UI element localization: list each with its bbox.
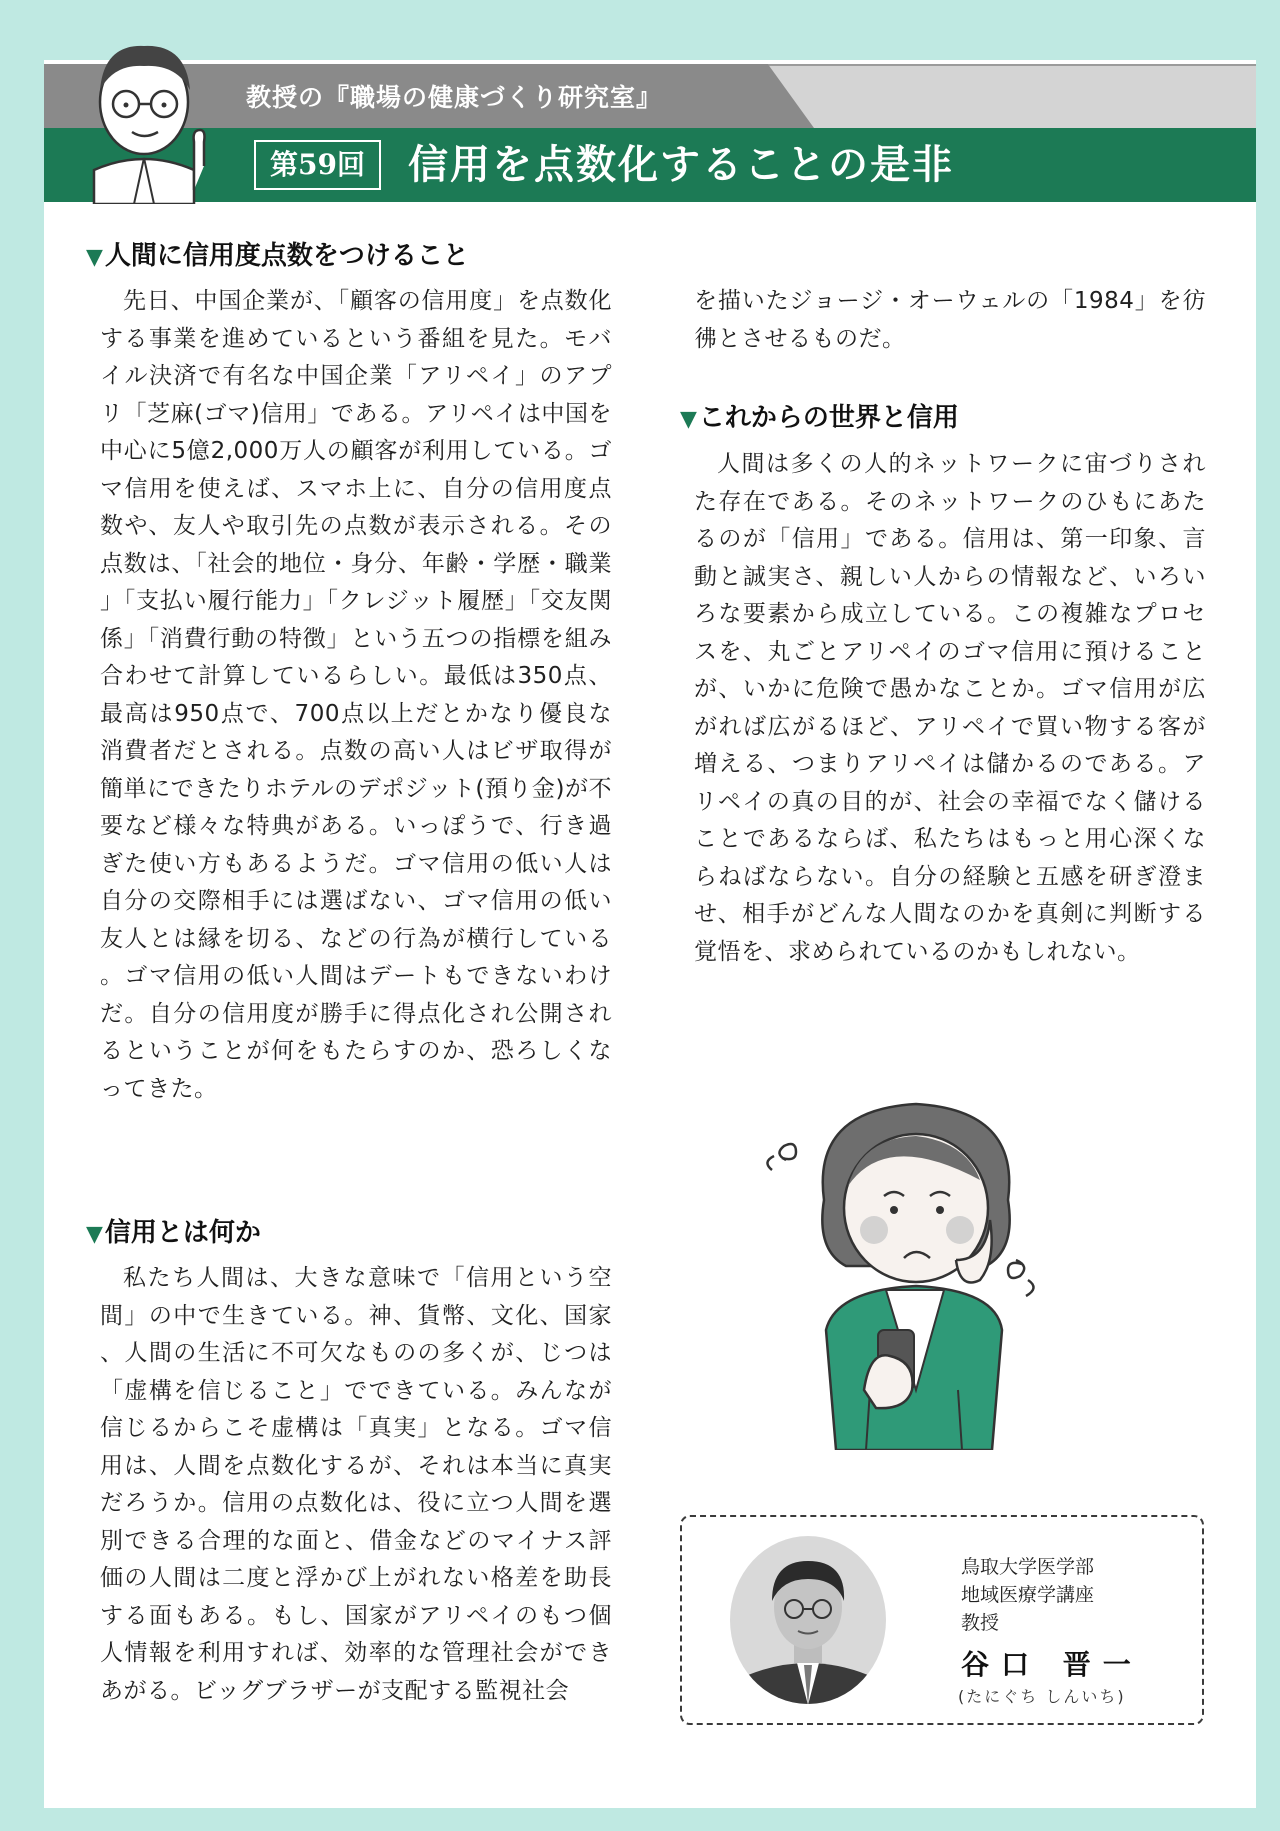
section-heading-text: 信用とは何か <box>104 1218 261 1248</box>
section-heading-what-is-credit <box>86 1215 261 1253</box>
professor-illustration <box>64 30 224 204</box>
author-affiliation-university: 鳥取大学医学部 <box>961 1556 1095 1578</box>
section-body-credit-score: 先日、中国企業が、「顧客の信用度」を点数化する事業を進めているという番組を見た。モバイル決済で有名な中国企業「アリペイ」のアプリ「芝麻(ゴマ)信用」である。アリペイは中国を中心に5億2,000万人の顧客が利用している。ゴマ信用を使えば、スマホ上に、自分の信用度点数や、友人や取引先の点数が表示される。その点数は、「社会的地位・身分、年齢・学歴・職業」「支払い履行能力」「クレジット履歴」「交友関係」「消費行動の特徴」という五つの指標を組み合わせて計算しているらしい。最低は350点、最高は950点で、700点以上だとかなり優良な消費者だとされる。点数の高い人はビザ取得が簡単にできたりホテルのデポジット(預り金)が不要など様々な特典がある。いっぽうで、行き過ぎた使い方もあるようだ。ゴマ信用の低い人は自分の交際相手には選ばない、ゴマ信用の低い友人とは縁を切る、などの行為が横行している。ゴマ信用の低い人間はデートもできないわけだ。自分の信用度が勝手に得点化され公開されるということが何をもたらすのか、恐ろしくなってきた。 <box>100 288 612 1102</box>
article-title: 信用を点数化することの是非 <box>408 141 954 188</box>
author-portrait-photo <box>728 1535 888 1705</box>
episode-label: 第59回 <box>254 140 381 190</box>
author-name-reading: (たにぐち しんいち) <box>958 1687 1126 1706</box>
section-heading-text: これからの世界と信用 <box>698 403 959 433</box>
section-body-continuation: を描いたジョージ・オーウェルの「1984」を彷彿とさせるものだ。 <box>694 288 1206 352</box>
section-heading-credit-score <box>86 238 469 276</box>
section-heading-text: 人間に信用度点数をつけること <box>104 241 469 271</box>
triangle-bullet-icon: ▼ <box>86 245 103 270</box>
triangle-bullet-icon: ▼ <box>86 1222 103 1247</box>
series-title: 教授の『職場の健康づくり研究室』 <box>246 83 663 112</box>
section-body-future-credit: 人間は多くの人的ネットワークに宙づりされた存在である。そのネットワークのひもにあたるのが「信用」である。信用は、第一印象、言動と誠実さ、親しい人からの情報など、いろいろな要素から成立している。この複雑なプロセスを、丸ごとアリペイのゴマ信用に預けることが、いかに危険で愚かなことか。ゴマ信用が広がれば広がるほど、アリペイで買い物する客が増える、つまりアリペイは儲かるのである。アリペイの真の目的が、社会の幸福でなく儲けることであるならば、私たちはもっと用心深くならねばならない。自分の経験と五感を研ぎ澄ませ、相手がどんな人間なのかを真剣に判断する覚悟を、求められているのかもしれない。 <box>694 451 1206 965</box>
worried-woman-illustration <box>766 1090 1066 1450</box>
author-position: 教授 <box>961 1612 1000 1634</box>
section-body-what-is-credit: 私たち人間は、大きな意味で「信用という空間」の中で生きている。神、貨幣、文化、国家、人間の生活に不可欠なものの多くが、じつは「虚構を信じること」でできている。みんなが信じるからこそ虚構は「真実」となる。ゴマ信用は、人間を点数化するが、それは本当に真実だろうか。信用の点数化は、役に立つ人間を選別できる合理的な面と、借金などのマイナス評価の人間は二度と浮かび上がれない格差を助長する面もある。もし、国家がアリペイのもつ個人情報を利用すれば、効率的な管理社会ができあがる。ビッグブラザーが支配する監視社会 <box>100 1265 612 1704</box>
section-heading-future-credit <box>680 400 959 438</box>
author-name: 谷口 晋一 <box>961 1648 1143 1681</box>
triangle-bullet-icon: ▼ <box>680 407 697 432</box>
author-affiliation-department: 地域医療学講座 <box>961 1584 1095 1606</box>
